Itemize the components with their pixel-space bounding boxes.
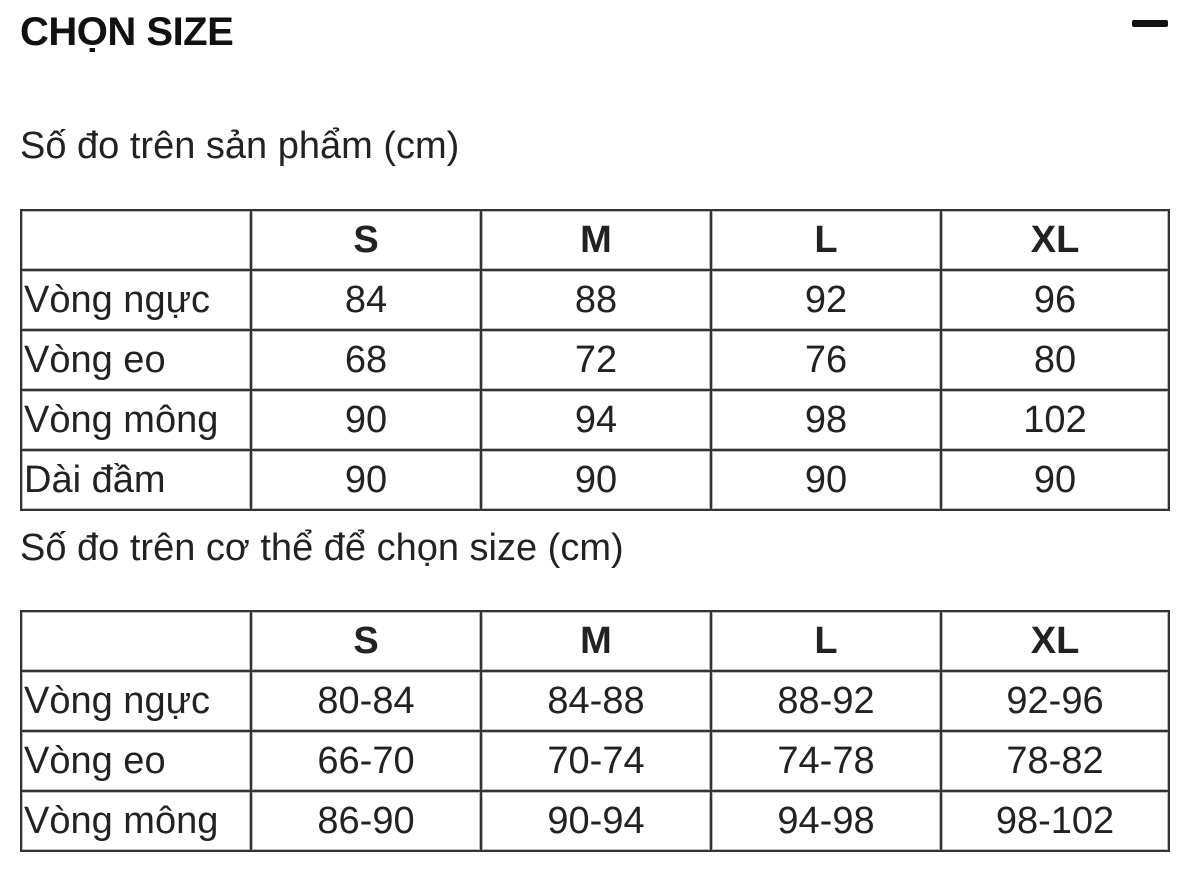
table-cell: 86-90	[252, 792, 482, 852]
column-header-xl: XL	[942, 612, 1170, 672]
column-header-s: S	[252, 612, 482, 672]
table-cell: 84	[252, 271, 482, 331]
column-header-l: L	[712, 612, 942, 672]
table-cell: 76	[712, 331, 942, 391]
table-cell: 94-98	[712, 792, 942, 852]
row-label: Vòng mông	[22, 792, 252, 852]
table-cell: 72	[482, 331, 712, 391]
page-title: CHỌN SIZE	[20, 10, 234, 54]
table-cell: 66-70	[252, 732, 482, 792]
table-cell: 96	[942, 271, 1170, 331]
product-measurements-title: Số đo trên sản phẩm (cm)	[20, 125, 460, 167]
table-cell: 90	[252, 451, 482, 511]
row-label: Vòng eo	[22, 331, 252, 391]
row-label: Vòng ngực	[22, 672, 252, 732]
minus-icon	[1132, 20, 1168, 27]
row-label: Vòng eo	[22, 732, 252, 792]
table-cell: 80	[942, 331, 1170, 391]
table-cell: 94	[482, 391, 712, 451]
table-cell: 90	[252, 391, 482, 451]
table-cell: 90	[712, 451, 942, 511]
table-row	[22, 732, 1170, 792]
size-panel-header	[20, 6, 1170, 58]
table-cell: 90-94	[482, 792, 712, 852]
table-cell: 84-88	[482, 672, 712, 732]
collapse-button[interactable]	[1132, 18, 1170, 28]
table-row	[22, 792, 1170, 852]
table-cell: 90	[482, 451, 712, 511]
column-header-m: M	[482, 612, 712, 672]
table-cell: 102	[942, 391, 1170, 451]
table-cell: 70-74	[482, 732, 712, 792]
table-cell: 98-102	[942, 792, 1170, 852]
column-header	[22, 211, 252, 271]
table-cell: 88	[482, 271, 712, 331]
product-size-table	[20, 209, 1170, 511]
table-cell: 74-78	[712, 732, 942, 792]
body-measurements-title: Số đo trên cơ thể để chọn size (cm)	[20, 527, 624, 569]
table-cell: 92	[712, 271, 942, 331]
body-size-table	[20, 610, 1170, 852]
row-label: Vòng mông	[22, 391, 252, 451]
table-row	[22, 271, 1170, 331]
row-label: Dài đầm	[22, 451, 252, 511]
table-cell: 92-96	[942, 672, 1170, 732]
row-label: Vòng ngực	[22, 271, 252, 331]
table-cell: 90	[942, 451, 1170, 511]
table-row	[22, 672, 1170, 732]
table-row	[22, 331, 1170, 391]
column-header-m: M	[482, 211, 712, 271]
table-row	[22, 451, 1170, 511]
column-header-xl: XL	[942, 211, 1170, 271]
table-header-row	[22, 612, 1170, 672]
column-header-s: S	[252, 211, 482, 271]
column-header-l: L	[712, 211, 942, 271]
table-cell: 98	[712, 391, 942, 451]
table-row	[22, 391, 1170, 451]
table-cell: 80-84	[252, 672, 482, 732]
column-header	[22, 612, 252, 672]
table-header-row	[22, 211, 1170, 271]
table-cell: 68	[252, 331, 482, 391]
table-cell: 78-82	[942, 732, 1170, 792]
table-cell: 88-92	[712, 672, 942, 732]
